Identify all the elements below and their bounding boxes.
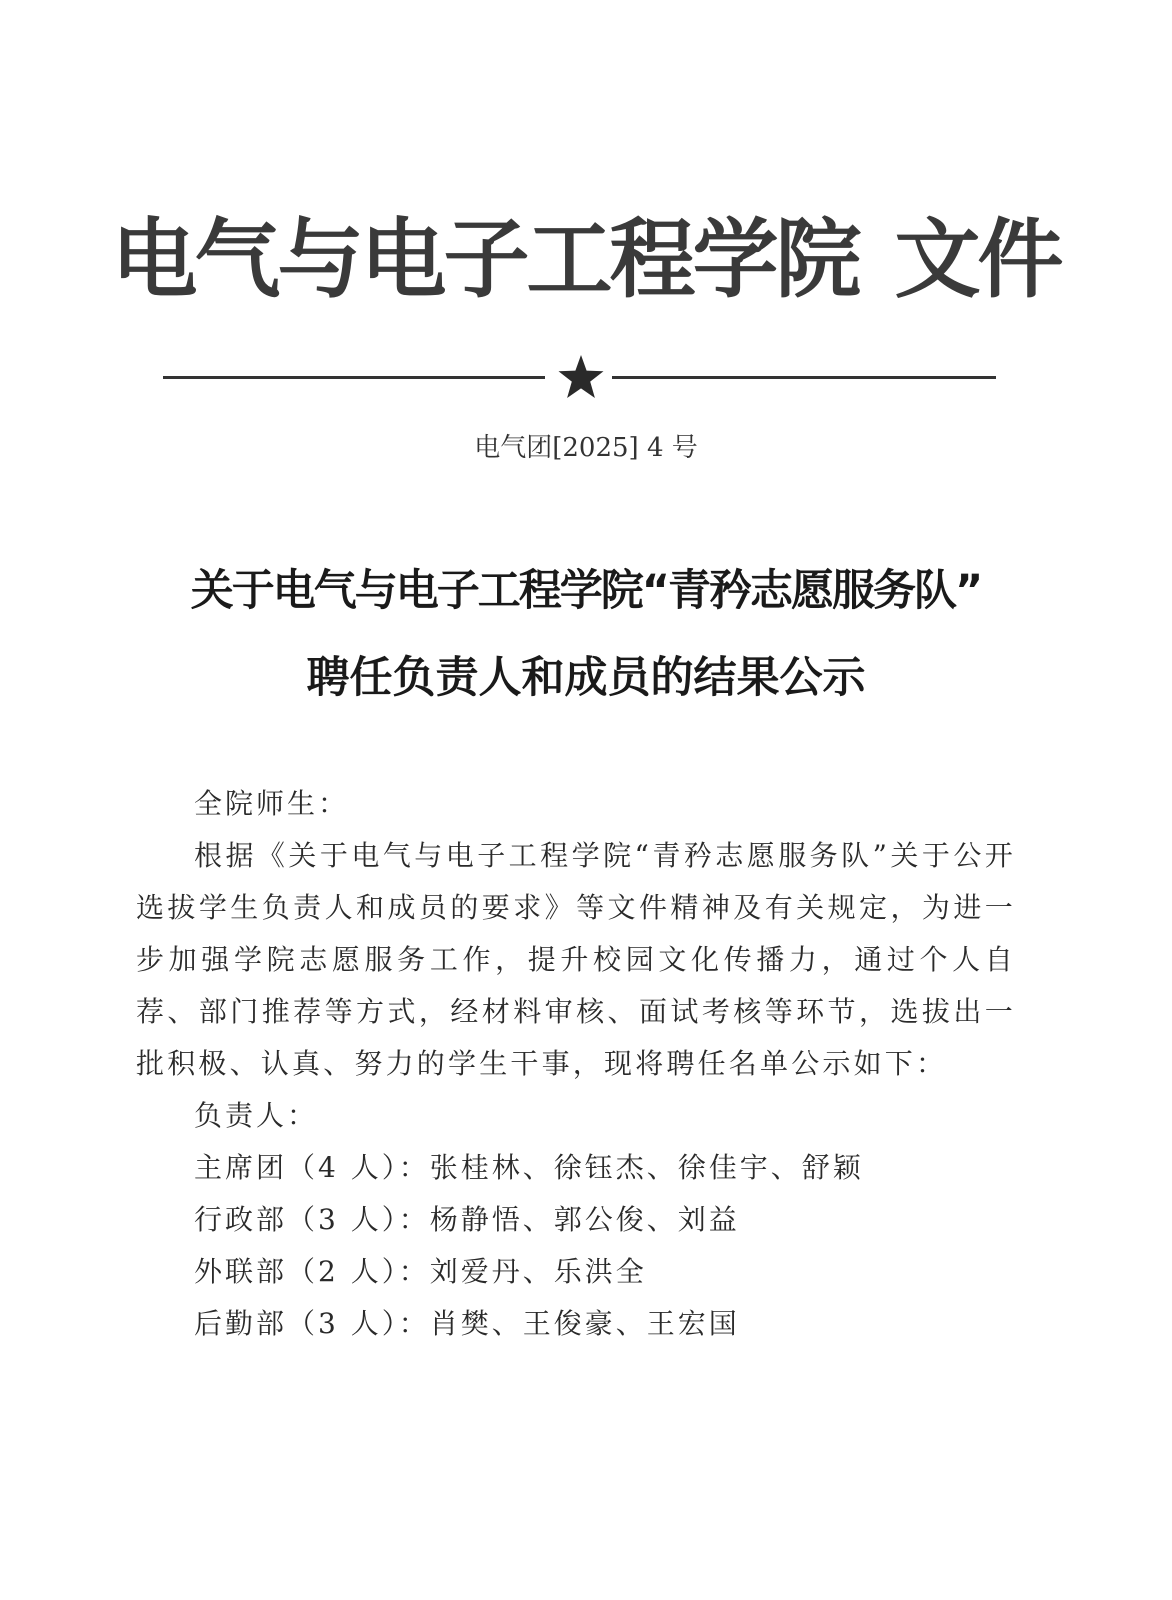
masthead [0, 205, 1172, 315]
body-paragraph: 根据《关于电气与电子工程学院“青矜志愿服务队”关于公开选拔学生负责人和成员的要求》等文件精神及有关规定，为进一步加强学院志愿服务工作，提升校园文化传播力，通过个人自荐、部门推荐等方式，经材料审核、面试考核等环节，选拔出一批积极、认真、努力的学生干事，现将聘任名单公示如下： [136, 839, 1016, 1080]
greeting: 全院师生： [194, 787, 350, 820]
list-item-presidium: 主席团（4 人）：张桂林、徐钰杰、徐佳宇、舒颖 [194, 1151, 864, 1184]
title-line-2: 聘任负责人和成员的结果公示 [306, 653, 866, 703]
masthead-doc-word: 文件 [894, 210, 1061, 310]
masthead-org-name: 电气与电子工程学院 [111, 210, 859, 310]
list-item-admin: 行政部（3 人）：杨静悟、郭公俊、刘益 [194, 1203, 740, 1236]
header-rule-right [612, 376, 996, 379]
star-icon [556, 352, 606, 402]
title-line-1: 关于电气与电子工程学院“青矜志愿服务队” [190, 566, 982, 616]
list-item-logistics: 后勤部（3 人）：肖樊、王俊豪、王宏国 [194, 1307, 740, 1340]
document-number: 电气团[2025] 4 号 [474, 433, 698, 463]
appointment-list [136, 1090, 1074, 1350]
list-item-external: 外联部（2 人）：刘爱丹、乐洪全 [194, 1255, 647, 1288]
section-label: 负责人： [194, 1099, 319, 1132]
header-rule-left [163, 376, 545, 379]
